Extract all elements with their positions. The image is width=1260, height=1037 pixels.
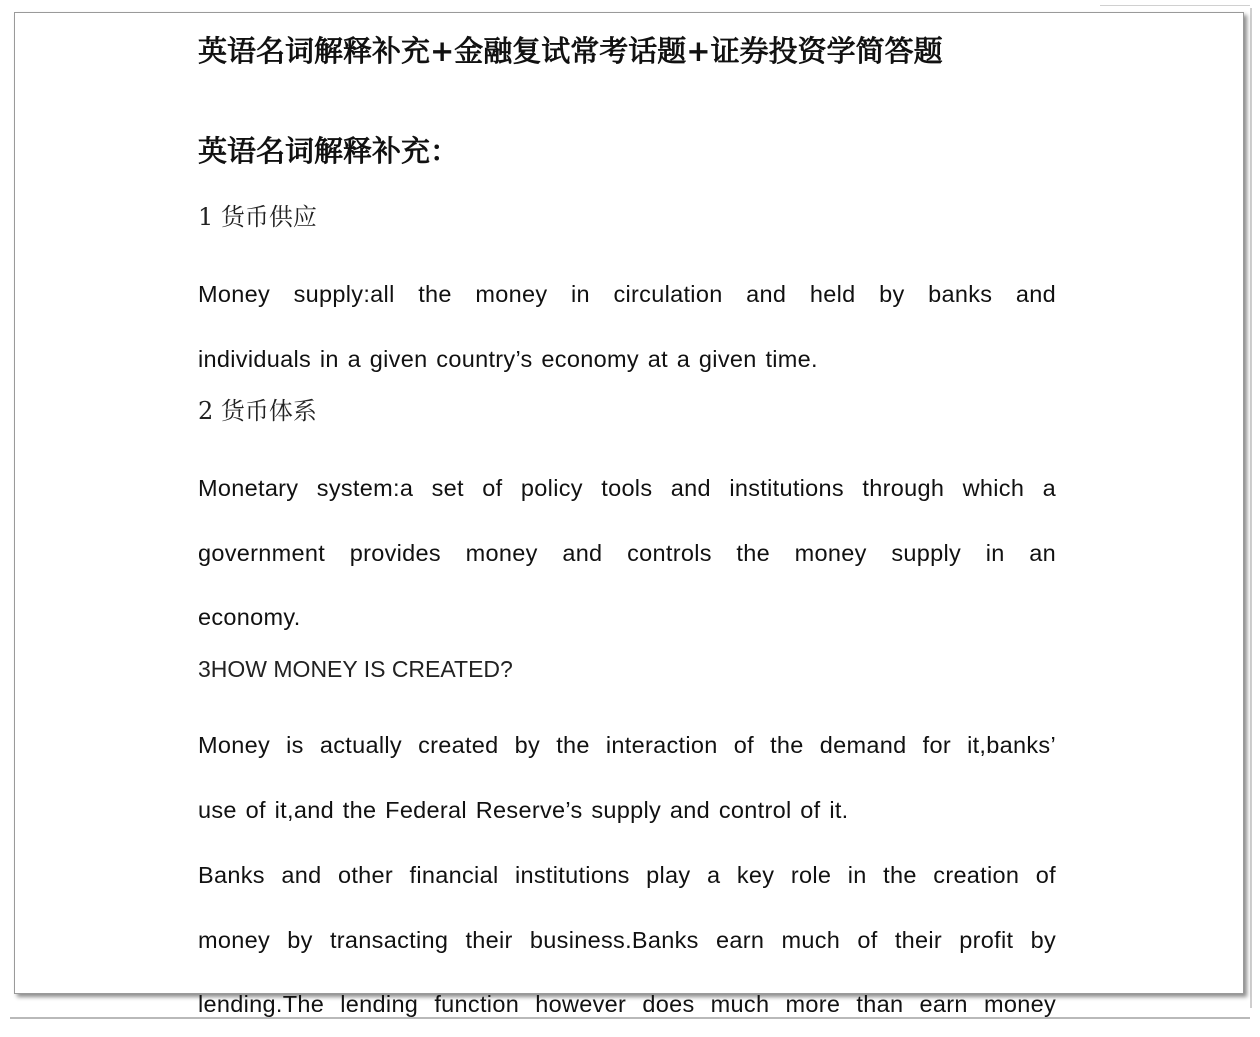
term-heading-money-supply: 1 货币供应 — [198, 203, 317, 231]
document-page — [14, 12, 1244, 1017]
section-heading: 英语名词解释补充： — [198, 134, 460, 168]
text-line: money by transacting their business.Banks earn much of their profit by — [198, 926, 1056, 953]
text-line: economy. — [198, 604, 301, 630]
continuation-paragraph — [198, 843, 1056, 1037]
text-line: Banks and other financial institutions play a key role in the creation of — [198, 862, 1056, 888]
term-heading-monetary-system: 2 货币体系 — [198, 397, 317, 425]
text-line: Money is actually created by the interaction of the demand for it,banks’ — [198, 732, 1056, 758]
term-definition-money-supply — [198, 262, 1056, 391]
text-line: government provides money and controls the money supply in an — [198, 539, 1056, 566]
text-line: use of it,and the Federal Reserve’s supply and control of it. — [198, 796, 849, 823]
text-line: Money supply:all the money in circulation and held by banks and — [198, 281, 1056, 307]
term-definition-monetary-system — [198, 456, 1056, 650]
term-heading-how-money-is-created: 3HOW MONEY IS CREATED? — [198, 656, 513, 682]
text-line: lending.The lending function however does much more than earn money — [198, 991, 1056, 1017]
document-title: 英语名词解释补充+金融复试常考话题+证券投资学简答题 — [198, 34, 943, 68]
term-definition-how-money-is-created — [198, 713, 1056, 842]
scrollbar-track[interactable] — [1250, 8, 1252, 1008]
text-line: individuals in a given country’s economy at a given time. — [198, 345, 818, 372]
text-line: Monetary system:a set of policy tools and institutions through which a — [198, 475, 1056, 501]
bottom-divider — [10, 1017, 1250, 1019]
top-divider — [1100, 5, 1250, 6]
